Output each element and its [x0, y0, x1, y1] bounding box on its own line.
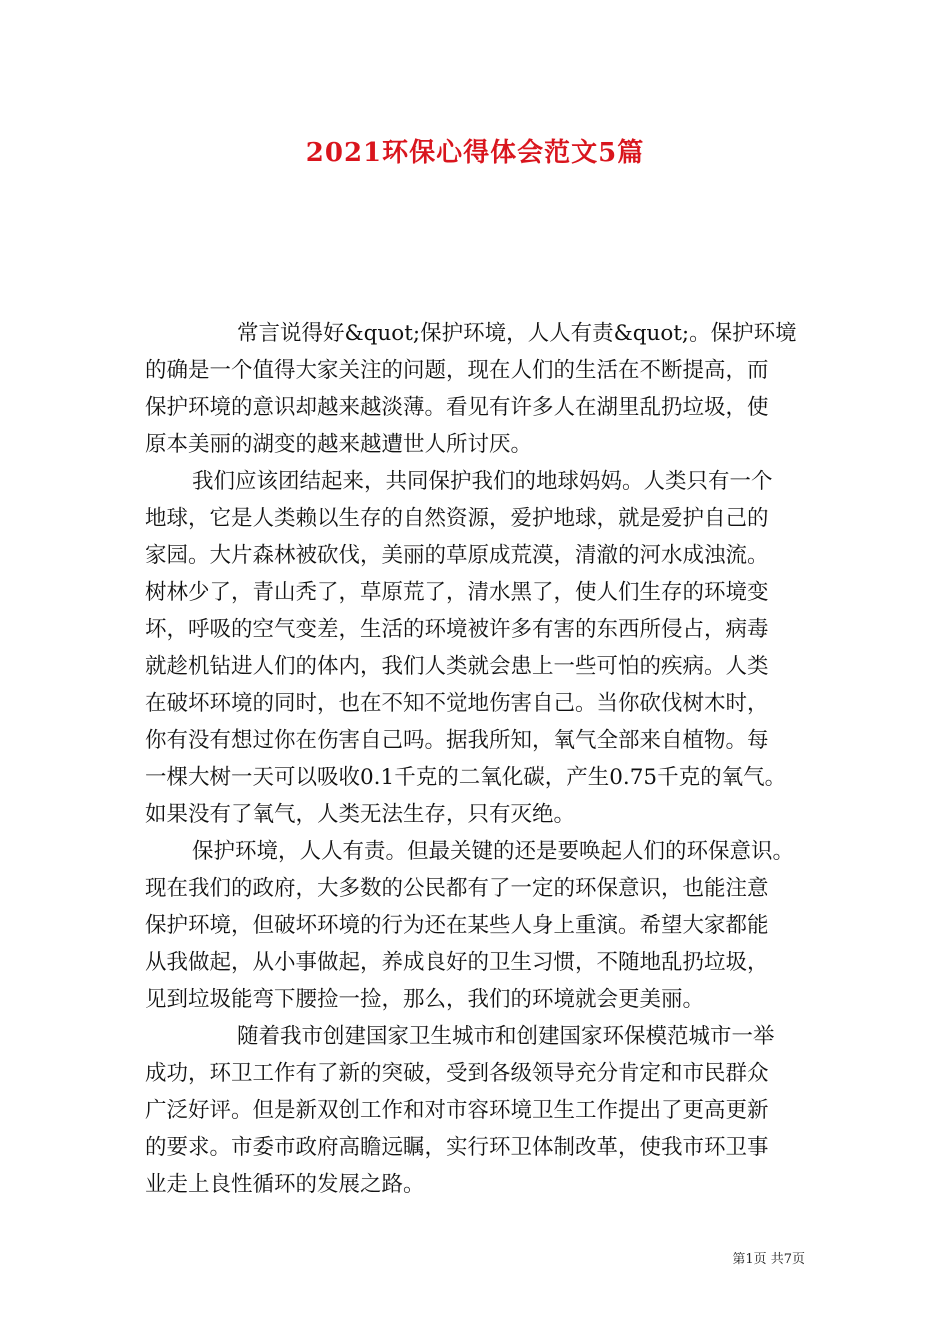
- paragraph-line: 的要求。市委市政府高瞻远瞩，实行环卫体制改革，使我市环卫事: [145, 1135, 769, 1160]
- paragraph-line: 一棵大树一天可以吸收0.1千克的二氧化碳，产生0.75千克的氧气。: [145, 765, 787, 790]
- paragraph-line: 就趁机钻进人们的体内，我们人类就会患上一些可怕的疾病。人类: [145, 654, 769, 679]
- paragraph-line: 你有没有想过你在伤害自己吗。据我所知，氧气全部来自植物。每: [145, 728, 769, 753]
- paragraph-line: 广泛好评。但是新双创工作和对市容环境卫生工作提出了更高更新: [145, 1098, 769, 1123]
- paragraph-line: 保护环境的意识却越来越淡薄。看见有许多人在湖里乱扔垃圾，使: [145, 395, 769, 420]
- paragraph-line: 保护环境，但破坏环境的行为还在某些人身上重演。希望大家都能: [145, 913, 769, 938]
- paragraph-line: 从我做起，从小事做起，养成良好的卫生习惯，不随地乱扔垃圾，: [145, 950, 769, 975]
- document-title: 2021环保心得体会范文5篇: [305, 138, 645, 168]
- paragraph-line: 家园。大片森林被砍伐，美丽的草原成荒漠，清澈的河水成浊流。: [145, 543, 769, 568]
- paragraph-line: 的确是一个值得大家关注的问题，现在人们的生活在不断提高，而: [145, 358, 769, 383]
- page-number: 第1页 共7页: [732, 1252, 805, 1267]
- document-body: [145, 315, 810, 1203]
- paragraph-line: 业走上良性循环的发展之路。: [145, 1172, 425, 1197]
- paragraph-line: 我们应该团结起来，共同保护我们的地球妈妈。人类只有一个: [192, 469, 773, 494]
- paragraph-line: 在破坏环境的同时，也在不知不觉地伤害自己。当你砍伐树木时，: [145, 691, 769, 716]
- paragraph-line: 成功，环卫工作有了新的突破，受到各级领导充分肯定和市民群众: [145, 1061, 769, 1086]
- paragraph-line: 保护环境，人人有责。但最关键的还是要唤起人们的环保意识。: [192, 839, 795, 864]
- paragraph-line: 现在我们的政府，大多数的公民都有了一定的环保意识，也能注意: [145, 876, 769, 901]
- paragraph-line: 见到垃圾能弯下腰捡一捡，那么，我们的环境就会更美丽。: [145, 987, 705, 1012]
- paragraph-line: 如果没有了氧气，人类无法生存，只有灭绝。: [145, 802, 576, 827]
- paragraph-line: 树林少了，青山秃了，草原荒了，清水黑了，使人们生存的环境变: [145, 580, 769, 605]
- paragraph-line: 坏，呼吸的空气变差，生活的环境被许多有害的东西所侵占，病毒: [145, 617, 769, 642]
- paragraph-line: 常言说得好&quot;保护环境，人人有责&quot;。保护环境: [237, 321, 797, 346]
- paragraph-line: 地球，它是人类赖以生存的自然资源，爱护地球，就是爱护自己的: [145, 506, 769, 531]
- paragraph-line: 随着我市创建国家卫生城市和创建国家环保模范城市一举: [237, 1024, 775, 1049]
- paragraph-line: 原本美丽的湖变的越来越遭世人所讨厌。: [145, 432, 533, 457]
